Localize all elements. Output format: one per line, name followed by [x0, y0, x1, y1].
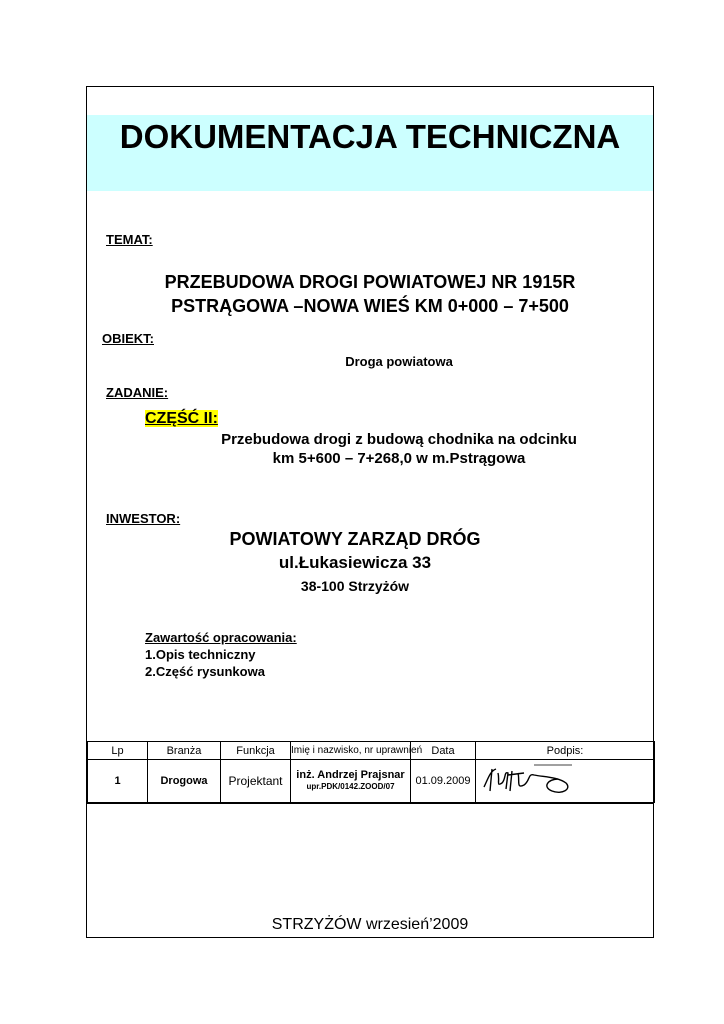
cell-date: 01.09.2009 — [411, 760, 476, 803]
signature-image — [478, 761, 578, 801]
obiekt-label: OBIEKT: — [102, 331, 154, 346]
header-lp: Lp — [88, 742, 148, 760]
temat-line-2: PSTRĄGOWA –NOWA WIEŚ KM 0+000 – 7+500 — [171, 296, 569, 316]
cell-branza: Drogowa — [148, 760, 221, 803]
contents-section — [145, 629, 297, 680]
header-podpis: Podpis: — [476, 742, 655, 760]
inwestor-city: 38-100 Strzyżów — [300, 578, 410, 594]
zadanie-line-2: km 5+600 – 7+268,0 w m.Pstrągowa — [272, 450, 526, 467]
header-name: Imię i nazwisko, nr uprawnień — [291, 742, 411, 760]
inwestor-name: POWIATOWY ZARZĄD DRÓG — [229, 529, 481, 549]
header-branza: Branża — [148, 742, 221, 760]
table-row — [88, 760, 655, 803]
cell-name-person: inż. Andrzej Prajsnar — [296, 769, 405, 781]
signature-table — [87, 741, 655, 803]
divider — [87, 803, 654, 804]
contents-item-1: 1.Opis techniczny — [145, 647, 256, 662]
cell-name-license: upr.PDK/0142.ZOOD/07 — [306, 782, 395, 791]
zadanie-description — [160, 430, 638, 468]
header-funkcja: Funkcja — [221, 742, 291, 760]
temat-label: TEMAT: — [106, 232, 153, 247]
cell-funkcja: Projektant — [221, 760, 291, 803]
zadanie-part — [145, 410, 218, 428]
signature-stroke — [484, 769, 568, 792]
cell-name — [291, 760, 411, 803]
temat-line-1: PRZEBUDOWA DROGI POWIATOWEJ NR 1915R — [164, 272, 576, 292]
zadanie-line-1: Przebudowa drogi z budową chodnika na odcinku — [221, 431, 577, 448]
inwestor-label: INWESTOR: — [106, 511, 181, 526]
header-data: Data — [411, 742, 476, 760]
zadanie-label: ZADANIE: — [106, 385, 169, 400]
contents-heading: Zawartość opracowania: — [145, 630, 297, 645]
footer-place-date: STRZYŻÓW wrzesień’2009 — [271, 916, 469, 933]
contents-item-2: 2.Część rysunkowa — [145, 664, 265, 679]
inwestor-street: ul.Łukasiewicza 33 — [278, 553, 432, 572]
cell-signature — [476, 760, 655, 803]
cell-lp: 1 — [88, 760, 148, 803]
temat-value — [87, 270, 653, 318]
signature-table-header — [88, 742, 655, 760]
document-title: DOKUMENTACJA TECHNICZNA — [119, 118, 621, 155]
obiekt-value: Droga powiatowa — [345, 354, 453, 369]
zadanie-part-label: CZĘŚĆ II: — [145, 410, 218, 427]
